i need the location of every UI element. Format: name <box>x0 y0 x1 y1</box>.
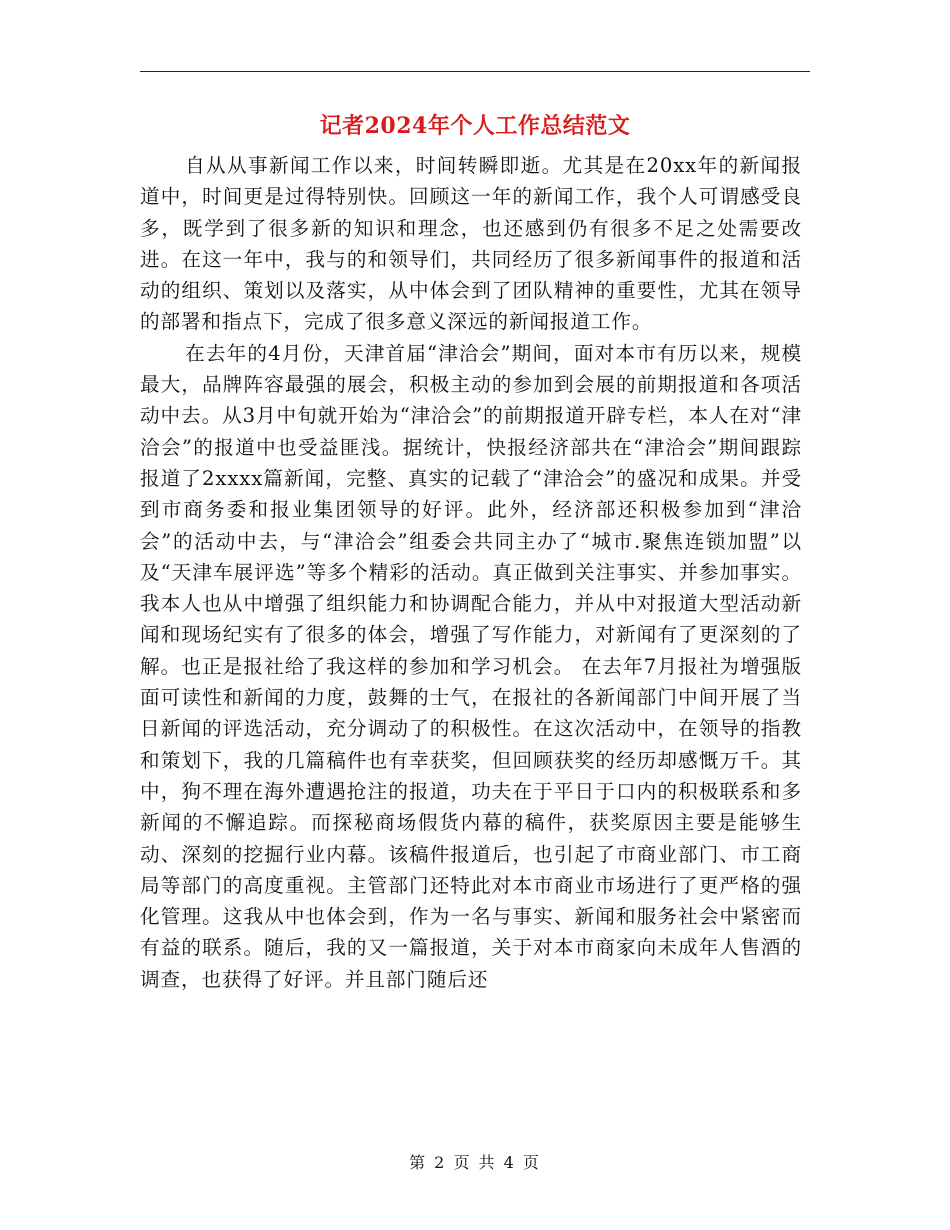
body-paragraph: 自从从事新闻工作以来，时间转瞬即逝。尤其是在20xx年的新闻报道中，时间更是过得特别快。回顾这一年的新闻工作，我个人可谓感受良多，既学到了很多新的知识和理念，也还感到仍有很多不足之处需要改进。在这一年中，我与的和领导们，共同经历了很多新闻事件的报道和活动的组织、策划以及落实，从中体会到了团队精神的重要性，尤其在领导的部署和指点下，完成了很多意义深远的新闻报道工作。 <box>140 154 802 334</box>
body-paragraph: 在去年的4月份，天津首届“津洽会”期间，面对本市有历以来，规模最大，品牌阵容最强的展会，积极主动的参加到会展的前期报道和各项活动中去。从3月中旬就开始为“津洽会”的前期报道开辟专栏，本人在对“津洽会”的报道中也受益匪浅。据统计，快报经济部共在“津洽会”期间跟踪报道了2xxxx篇新闻，完整、真实的记载了“津洽会”的盛况和成果。并受到市商务委和报业集团领导的好评。此外，经济部还积极参加到“津洽会”的活动中去，与“津洽会”组委会共同主办了“城市.聚焦连锁加盟”以及“天津车展评选”等多个精彩的活动。真正做到关注事实、并参加事实。我本人也从中增强了组织能力和协调配合能力，并从中对报道大型活动新闻和现场纪实有了很多的体会，增强了写作能力，对新闻有了更深刻的了解。也正是报社给了我这样的参加和学习机会。 在去年7月报社为增强版面可读性和新闻的力度，鼓舞的士气，在报社的各新闻部门中间开展了当日新闻的评选活动，充分调动了的积极性。在这次活动中，在领导的指教和策划下，我的几篇稿件也有幸获奖，但回顾获奖的经历却感慨万千。其中，狗不理在海外遭遇抢注的报道，功夫在于平日于口内的积极联系和多新闻的不懈追踪。而探秘商场假货内幕的稿件，获奖原因主要是能够生动、深刻的挖掘行业内幕。该稿件报道后，也引起了市商业部门、市工商局等部门的高度重视。主管部门还特此对本市商业市场进行了更严格的强化管理。这我从中也体会到，作为一名与事实、新闻和服务社会中紧密而有益的联系。随后，我的又一篇报道，关于对本市商家向未成年人售酒的调查，也获得了好评。并且部门随后还 <box>140 341 802 991</box>
header-rule <box>140 71 810 72</box>
page-number-footer: 第 2 页 共 4 页 <box>409 1153 541 1172</box>
document-title: 记者2024年个人工作总结范文 <box>319 113 631 139</box>
document-body <box>140 150 802 995</box>
